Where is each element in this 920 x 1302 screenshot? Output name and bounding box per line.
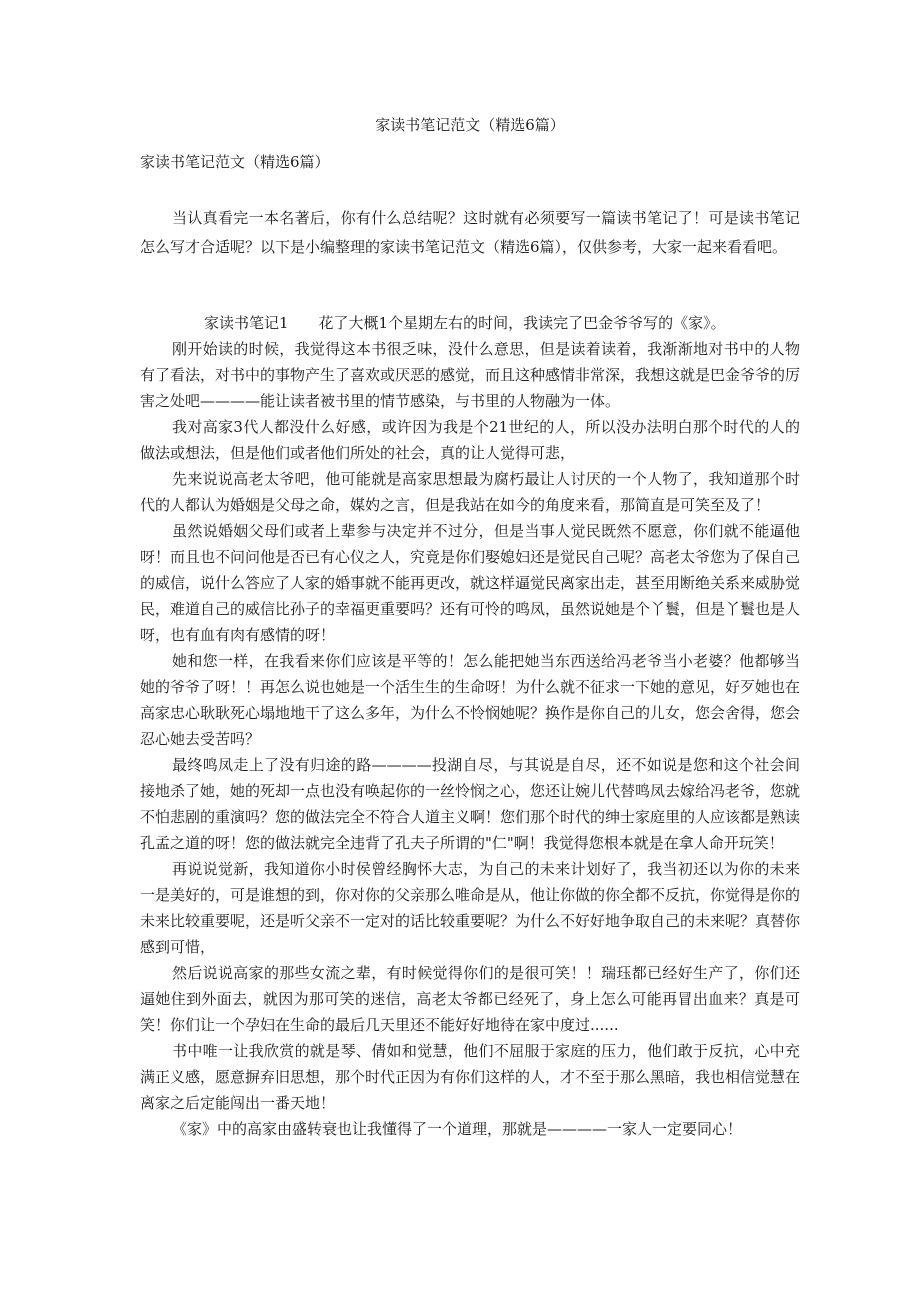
body-paragraph: 虽然说婚姻父母们或者上辈参与决定并不过分，但是当事人觉民既然不愿意，你们就不能逼他呀！而且也不问问他是否已有心仪之人，究竟是你们娶媳妇还是觉民自己呢？高老太爷您为了保自己的威信，说什么答应了人家的婚事就不能再更改，就这样逼觉民离家出走，甚至用断绝关系来威胁觉民，难道自己的威信比孙子的幸福更重要吗？还有可怜的鸣凤，虽然说她是个丫鬟，但是丫鬟也是人呀，也有血有肉有感情的呀！ (140, 522, 801, 644)
body-paragraph: 书中唯一让我欣赏的就是琴、倩如和觉慧，他们不屈服于家庭的压力，他们敢于反抗，心中充满正义感，愿意摒弃旧思想，那个时代正因为有你们这样的人，才不至于那么黑暗，我也相信觉慧在离家之后定能闯出一番天地！ (140, 1042, 801, 1112)
body-paragraph: 最终鸣凤走上了没有归途的路————投湖自尽，与其说是自尽，还不如说是您和这个社会间接地杀了她，她的死却一点也没有唤起你的一丝怜悯之心，您还让婉儿代替鸣凤去嫁给冯老爷，您就不怕悲剧的重演吗？您的做法完全不符合人道主义啊！您们那个时代的绅士家庭里的人应该都是熟读孔孟之道的呀！您的做法就完全违背了孔夫子所谓的"仁"啊！我觉得您根本就是在拿人命开玩笑！ (140, 756, 801, 852)
body-paragraph: 我对高家3代人都没什么好感，或许因为我是个21世纪的人，所以没办法明白那个时代的人的做法或想法，但是他们或者他们所处的社会，真的让人觉得可悲， (140, 418, 800, 462)
body-paragraph: 先来说说高老太爷吧，他可能就是高家思想最为腐朽最让人讨厌的一个人物了，我知道那个时代的人都认为婚姻是父母之命，媒妁之言，但是我站在如今的角度来看，那简直是可笑至及了！ (140, 470, 800, 514)
body-paragraph: 刚开始读的时候，我觉得这本书很乏味，没什么意思，但是读着读着，我渐渐地对书中的人物有了看法，对书中的事物产生了喜欢或厌恶的感觉，而且这种感情非常深，我想这就是巴金爷爷的厉害之处吧————能让读者被书里的情节感染，与书里的人物融为一体。 (140, 340, 801, 410)
body-paragraph: 然后说说高家的那些女流之辈，有时候觉得你们的是很可笑！！瑞珏都已经好生产了，你们还逼她住到外面去，就因为那可笑的迷信，高老太爷都已经死了，身上怎么可能再冒出血来？真是可笑！你们让一个孕妇在生命的最后几天里还不能好好地待在家中度过...... (140, 964, 800, 1034)
note-1-body (140, 310, 800, 1142)
document-title: 家读书笔记范文（精选6篇） (375, 116, 565, 134)
intro-paragraph: 当认真看完一本名著后，你有什么总结呢？这时就有必须要写一篇读书笔记了！可是读书笔记怎么写才合适呢？以下是小编整理的家读书笔记范文（精选6篇），仅供参考，大家一起来看看吧。 (140, 209, 800, 256)
note-1-first-line: 花了大概1个星期左右的时间，我读完了巴金爷爷写的《家》。 (318, 314, 726, 332)
note-1-opening (140, 310, 800, 336)
body-paragraph: 再说说觉新，我知道你小时侯曾经胸怀大志，为自己的未来计划好了，我当初还以为你的未来一是美好的，可是谁想的到，你对你的父亲那么唯命是从，他让你做的你全都不反抗，你觉得是你的未来比较重要呢，还是听父亲不一定对的话比较重要呢？为什么不好好地争取自己的未来呢？真替你感到可惜， (140, 860, 801, 956)
note-1-heading: 家读书笔记1 (204, 314, 289, 332)
document-subtitle: 家读书笔记范文（精选6篇） (140, 153, 330, 171)
body-paragraph: 她和您一样，在我看来你们应该是平等的！怎么能把她当东西送给冯老爷当小老婆？他都够当她的爷爷了呀！！再怎么说也她是一个活生生的生命呀！为什么就不征求一下她的意见，好歹她也在高家忠心耿耿死心塌地地干了这么多年，为什么不怜悯她呢？换作是你自己的儿女，您会舍得，您会忍心她去受苦吗？ (140, 652, 801, 748)
body-paragraph: 《家》中的高家由盛转衰也让我懂得了一个道理，那就是————一家人一定要同心！ (172, 1120, 743, 1138)
